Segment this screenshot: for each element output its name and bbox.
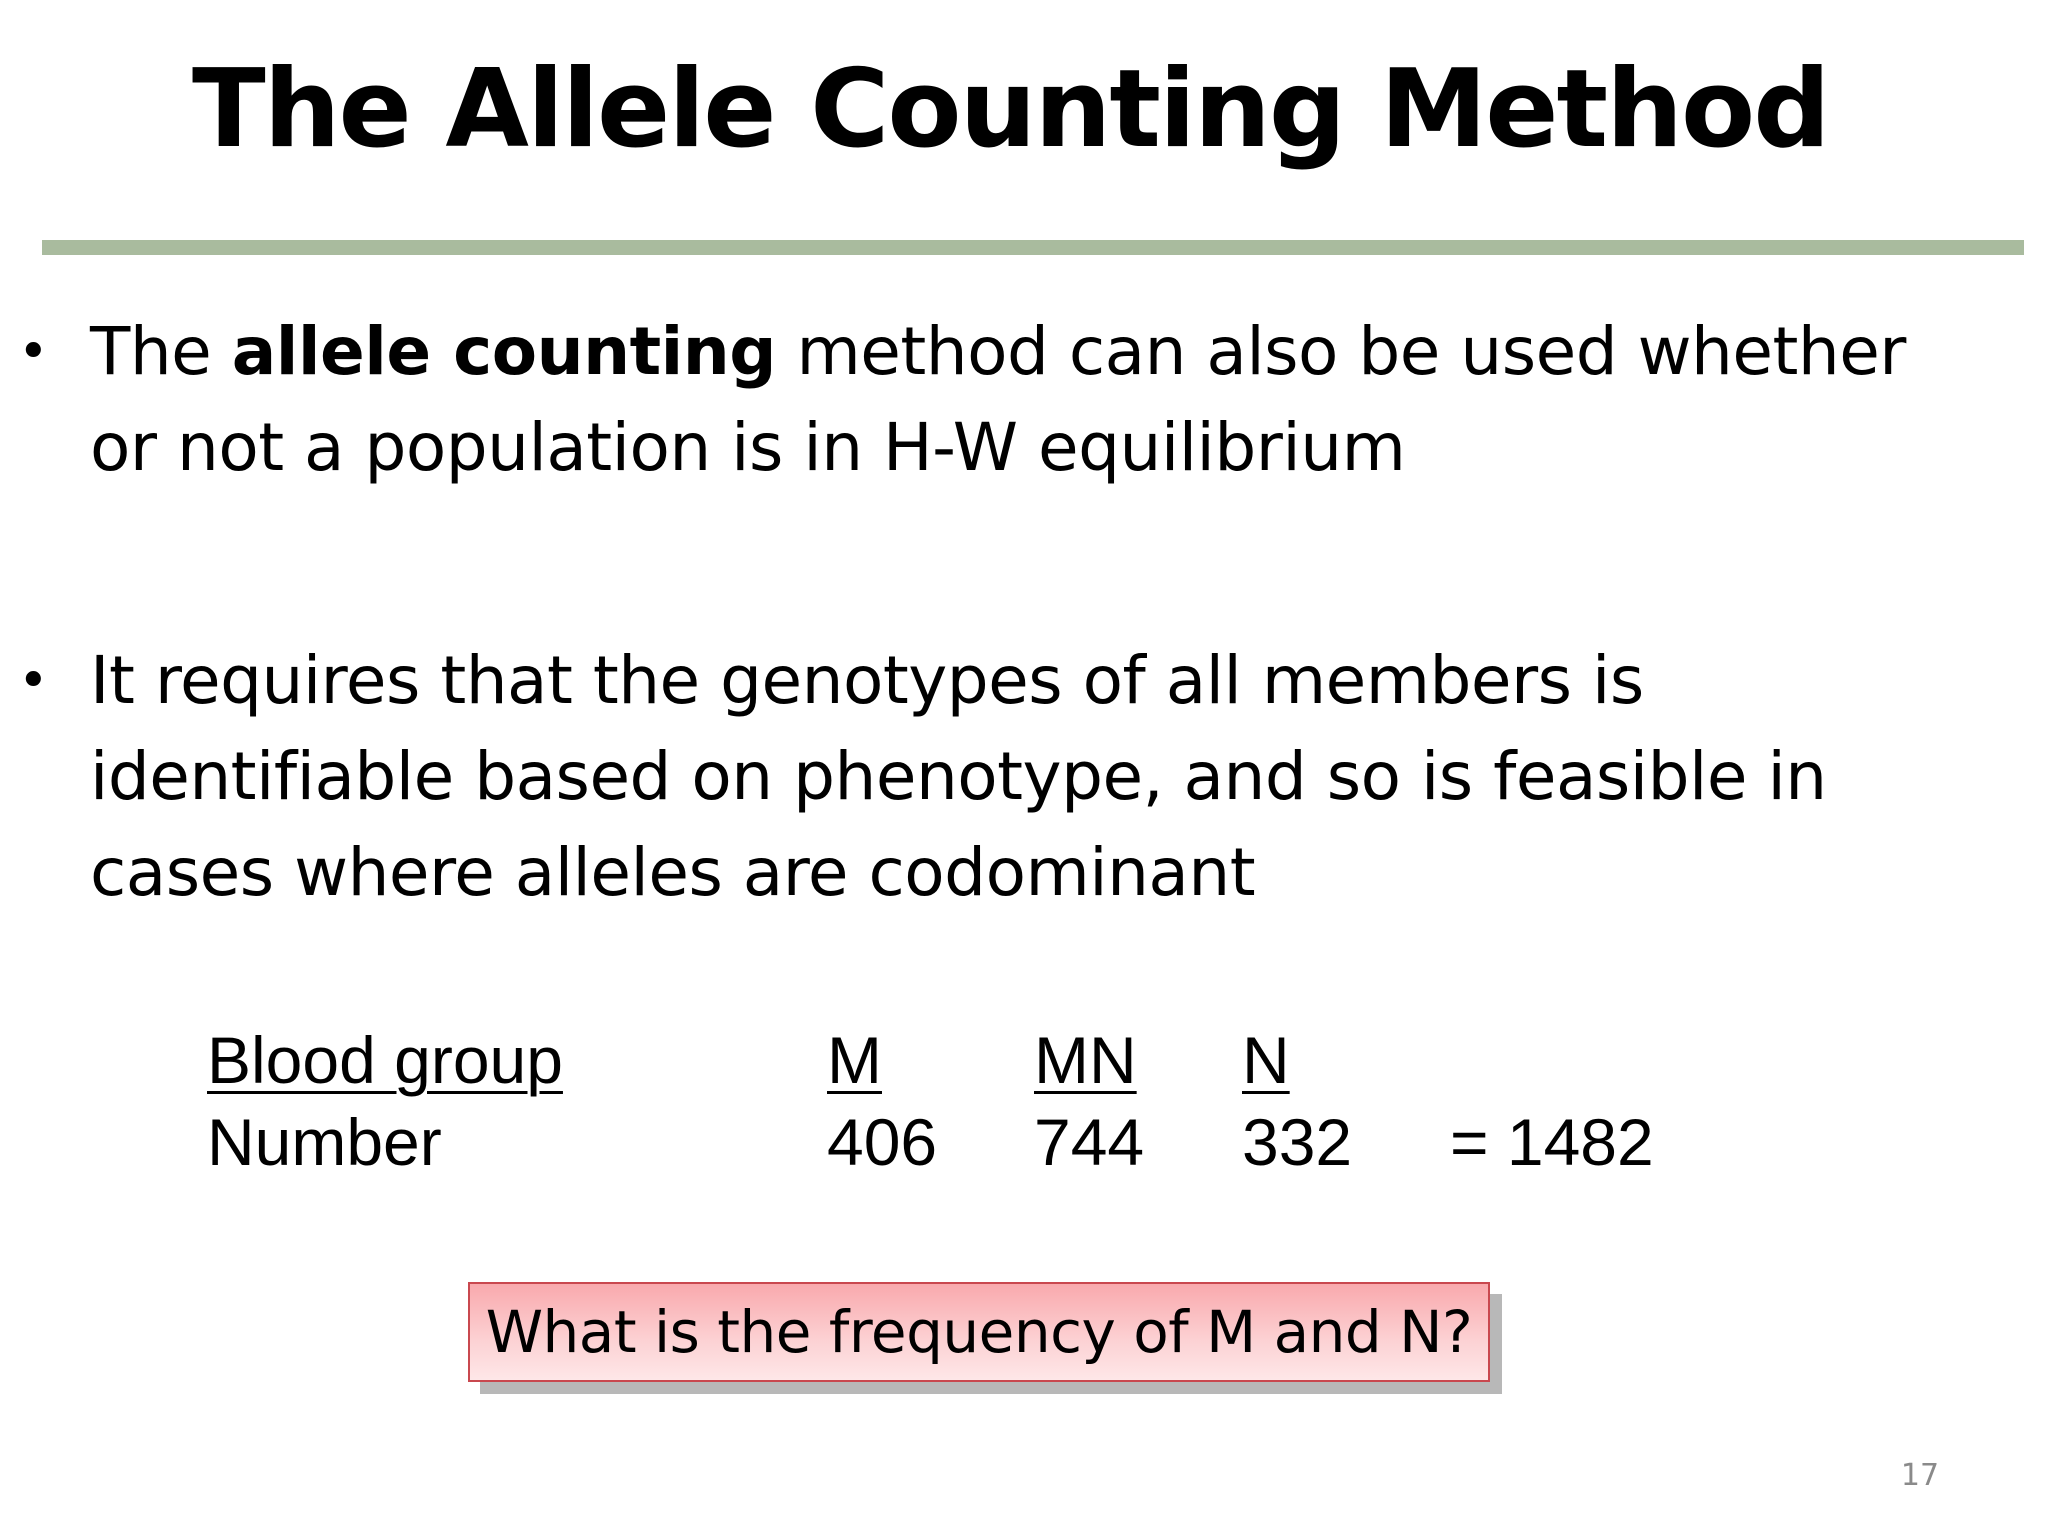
bullet-item-2 xyxy=(18,633,1990,921)
question-callout xyxy=(468,1282,1490,1382)
title-divider xyxy=(42,240,2024,255)
table-header-mn: MN xyxy=(1034,1023,1137,1097)
table-header-blood-group: Blood group xyxy=(207,1023,563,1097)
blood-group-table xyxy=(0,1020,2048,1190)
table-header-m: M xyxy=(827,1023,882,1097)
bullet-2-text: It requires that the genotypes of all members is identifiable based on phenotype, and so is feasible in cases where alleles are codominant xyxy=(90,642,1827,911)
table-header-n: N xyxy=(1242,1023,1290,1097)
question-text: What is the frequency of M and N? xyxy=(485,1298,1473,1366)
slide-number: 17 xyxy=(1900,1458,1940,1493)
table-value-n: 332 xyxy=(1242,1105,1353,1179)
table-value-m: 406 xyxy=(827,1105,938,1179)
bullet-1-text-end: method can also be used whether or not a population is in H-W equilibrium xyxy=(90,313,1906,486)
table-row-label: Number xyxy=(207,1105,442,1179)
slide-title: The Allele Counting Method xyxy=(192,47,1829,172)
bullet-icon: • xyxy=(18,322,49,382)
bullet-item-1 xyxy=(18,304,1990,496)
bullet-icon: • xyxy=(18,651,49,711)
bullet-1-bold-term: allele counting xyxy=(231,313,776,390)
table-value-mn: 744 xyxy=(1034,1105,1145,1179)
bullet-1-text-start: The xyxy=(90,313,232,390)
table-total: = 1482 xyxy=(1450,1105,1654,1179)
